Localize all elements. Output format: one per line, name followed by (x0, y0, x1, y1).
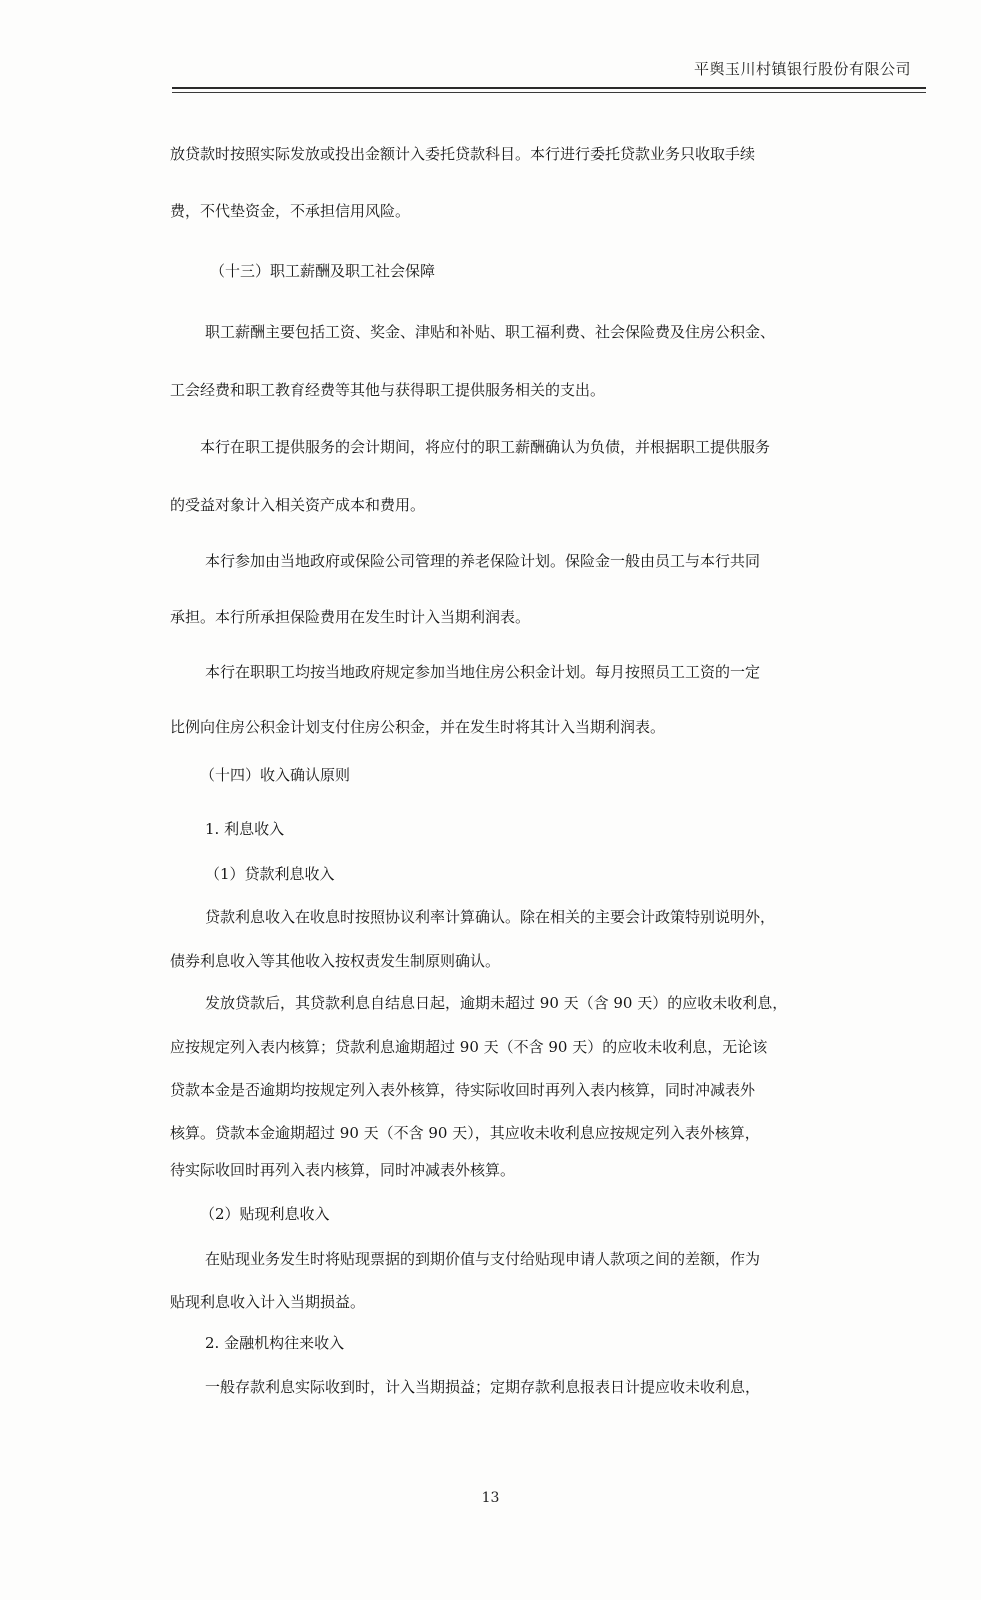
body-line: 应按规定列入表内核算；贷款利息逾期超过 90 天（不含 90 天）的应收未收利息，无论该 (170, 1038, 768, 1056)
section-heading: （十四）收入确认原则 (200, 766, 351, 784)
body-line: 待实际收回时再列入表内核算，同时冲减表外核算。 (170, 1161, 516, 1179)
body-line: 工会经费和职工教育经费等其他与获得职工提供服务相关的支出。 (170, 381, 606, 399)
body-line: 比例向住房公积金计划支付住房公积金，并在发生时将其计入当期利润表。 (170, 718, 666, 736)
body-line: 本行在职工提供服务的会计期间，将应付的职工薪酬确认为负债，并根据职工提供服务 (200, 438, 771, 456)
header-rule (172, 87, 926, 89)
body-line: 本行在职职工均按当地政府规定参加当地住房公积金计划。每月按照员工工资的一定 (205, 663, 761, 681)
body-line: 贴现利息收入计入当期损益。 (170, 1293, 366, 1311)
body-line: 贷款利息收入在收息时按照协议利率计算确认。除在相关的主要会计政策特别说明外， (205, 908, 776, 926)
body-line: 的受益对象计入相关资产成本和费用。 (170, 496, 426, 514)
body-line: 贷款本金是否逾期均按规定列入表外核算，待实际收回时再列入表内核算，同时冲减表外 (170, 1081, 756, 1099)
page-number: 13 (481, 1490, 500, 1506)
subsection-heading: （1）贷款利息收入 (205, 865, 335, 883)
body-line: 一般存款利息实际收到时，计入当期损益；定期存款利息报表日计提应收未收利息， (205, 1378, 761, 1396)
body-line: 放贷款时按照实际发放或投出金额计入委托贷款科目。本行进行委托贷款业务只收取手续 (170, 145, 756, 163)
body-line: 在贴现业务发生时将贴现票据的到期价值与支付给贴现申请人款项之间的差额，作为 (205, 1250, 761, 1268)
body-line: 承担。本行所承担保险费用在发生时计入当期利润表。 (170, 608, 531, 626)
body-line: 费，不代垫资金，不承担信用风险。 (170, 202, 411, 220)
body-line: 本行参加由当地政府或保险公司管理的养老保险计划。保险金一般由员工与本行共同 (205, 552, 761, 570)
section-heading: （十三）职工薪酬及职工社会保障 (210, 262, 436, 280)
subsection-heading: 1. 利息收入 (205, 820, 285, 838)
body-line: 职工薪酬主要包括工资、奖金、津贴和补贴、职工福利费、社会保险费及住房公积金、 (205, 323, 776, 341)
header-rule-thin (172, 92, 926, 93)
body-line: 发放贷款后，其贷款利息自结息日起，逾期未超过 90 天（含 90 天）的应收未收利息， (205, 994, 788, 1012)
body-line: 债券利息收入等其他收入按权责发生制原则确认。 (170, 952, 501, 970)
header-company-name: 平舆玉川村镇银行股份有限公司 (693, 60, 911, 78)
subsection-heading: 2. 金融机构往来收入 (205, 1334, 345, 1352)
subsection-heading: （2）贴现利息收入 (200, 1205, 330, 1223)
body-line: 核算。贷款本金逾期超过 90 天（不含 90 天），其应收未收利息应按规定列入表外核算， (170, 1124, 760, 1142)
